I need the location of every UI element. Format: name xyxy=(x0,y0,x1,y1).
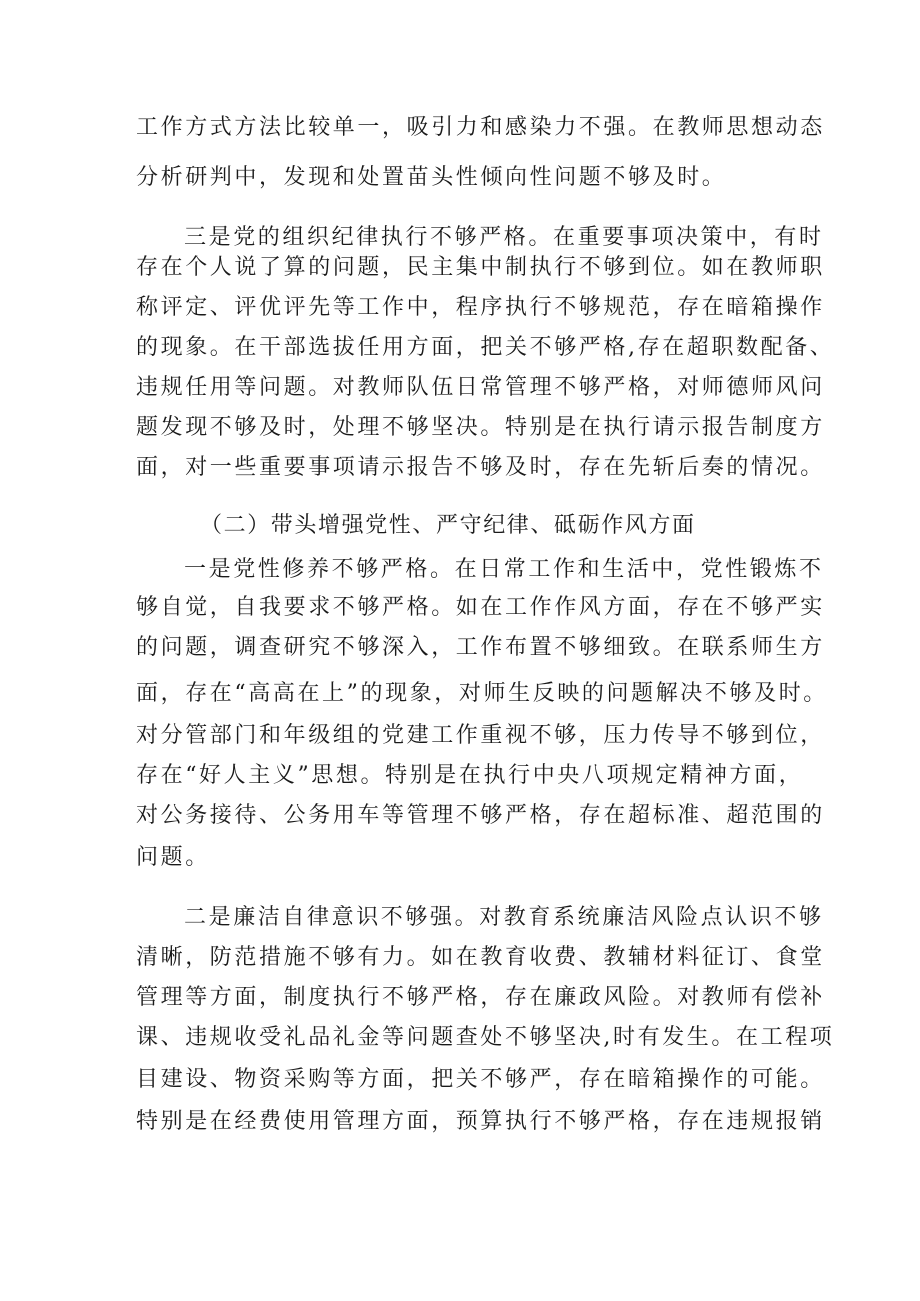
text-line: 分析研判中，发现和处置苗头性倾向性问题不够及时。 xyxy=(136,165,727,190)
text-line: 存在“好人主义”思想。特别是在执行中央八项规定精神方面， xyxy=(136,763,804,788)
text-line: 工作方式方法比较单一，吸引力和感染力不强。在教师思想动态 xyxy=(136,115,825,140)
text-line: 违规任用等问题。对教师队伍日常管理不够严格，对师德师风问 xyxy=(136,375,825,400)
text-line: 问题。 xyxy=(136,845,210,870)
text-line: 称评定、评优评先等工作中，程序执行不够规范，存在暗箱操作 xyxy=(136,295,825,320)
paragraph-line: 三是党的组织纪律执行不够严格。在重要事项决策中，有时 xyxy=(184,225,824,250)
text-line: 清晰，防范措施不够有力。如在教育收费、教辅材料征订、食堂 xyxy=(136,945,825,970)
text-line: 目建设、物资采购等方面，把关不够严，存在暗箱操作的可能。 xyxy=(136,1067,825,1092)
text-line: 够自觉，自我要求不够严格。如在工作作风方面，存在不够严实 xyxy=(136,595,825,620)
text-line: 面，存在“高高在上”的现象，对师生反映的问题解决不够及时。 xyxy=(136,681,828,706)
text-line: 的现象。在干部选拔任用方面，把关不够严格,存在超职数配备、 xyxy=(136,335,835,360)
text-line: 存在个人说了算的问题，民主集中制执行不够到位。如在教师职 xyxy=(136,255,825,280)
text-line: 题发现不够及时，处理不够坚决。特别是在执行请示报告制度方 xyxy=(136,415,825,440)
text-line: 对公务接待、公务用车等管理不够严格，存在超标准、超范围的 xyxy=(136,803,825,828)
text-line: 管理等方面，制度执行不够严格，存在廉政风险。对教师有偿补 xyxy=(136,985,825,1010)
paragraph-line: 一是党性修养不够严格。在日常工作和生活中，党性锻炼不 xyxy=(184,557,824,582)
text-line: 特别是在经费使用管理方面，预算执行不够严格，存在违规报销 xyxy=(136,1109,825,1134)
text-line: 对分管部门和年级组的党建工作重视不够，压力传导不够到位， xyxy=(136,723,825,748)
text-line: 课、违规收受礼品礼金等问题查处不够坚决,时有发生。在工程项 xyxy=(136,1025,835,1050)
section-heading: （二）带头增强党性、严守纪律、砥砺作风方面 xyxy=(200,513,696,538)
text-line: 的问题，调查研究不够深入，工作布置不够细致。在联系师生方 xyxy=(136,635,825,660)
text-line: 面，对一些重要事项请示报告不够及时，存在先斩后奏的情况。 xyxy=(136,455,825,480)
paragraph-line: 二是廉洁自律意识不够强。对教育系统廉洁风险点认识不够 xyxy=(184,905,824,930)
